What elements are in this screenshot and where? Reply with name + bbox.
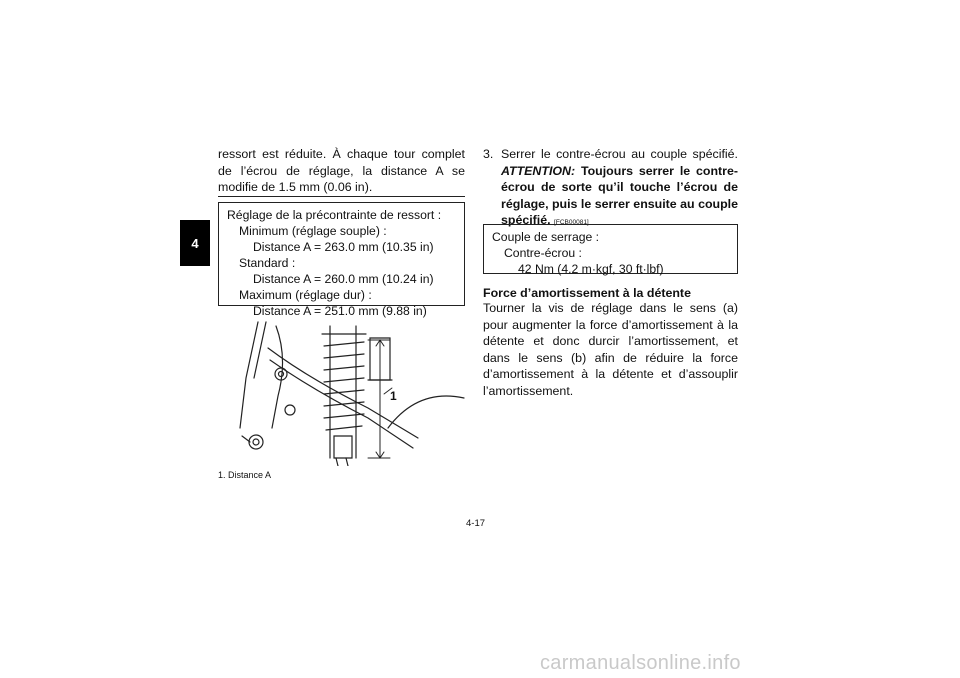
watermark: carmanualsonline.info [540,652,741,674]
spec-max-label: Maximum (réglage dur) : [239,288,372,302]
spec-max-value: Distance A = 251.0 mm (9.88 in) [253,304,427,318]
step-number: 3. [483,147,494,161]
attention-label: ATTENTION: [501,163,576,178]
torque-title: Couple de serrage : [492,230,600,244]
step-3 [483,146,738,232]
spec-min-value: Distance A = 263.0 mm (10.35 in) [253,240,434,254]
section-title: Force d’amortissement à la détente [483,286,691,300]
spec-min-label: Minimum (réglage souple) : [239,224,387,238]
chapter-tab: 4 [180,220,210,266]
step-text: Serrer le contre-écrou au couple spécifié. [501,147,738,161]
divider-line [218,196,465,197]
figure-callout-1: 1 [390,389,397,403]
torque-item: Contre-écrou : [504,246,582,260]
reference-code: [FCB00081] [554,219,589,226]
torque-spec-box [483,224,738,274]
spec-std-label: Standard : [239,256,296,270]
figure-caption: 1. Distance A [218,470,272,480]
shock-absorber-illustration [218,318,465,466]
spring-preload-spec-box [218,202,465,318]
section-paragraph: Tourner la vis de réglage dans le sens (a) pour augmenter la force d’amortissement à la détente et donc durcir l’amortissement, et dans le sens (b) afin de réduire la force d’amortissement à la détente et d’assouplir l’amortissement. [483,301,738,398]
attention-text: Toujours serrer le contre-écrou de sorte qu’il touche l’écrou de réglage, puis le serrer ensuite au couple spécifié. [501,163,738,227]
intro-paragraph: ressort est réduite. À chaque tour complet de l’écrou de réglage, la distance A se modifie de 1.5 mm (0.06 in). [218,147,465,194]
torque-value: 42 Nm (4.2 m·kgf, 30 ft·lbf) [518,262,664,276]
spec-std-value: Distance A = 260.0 mm (10.24 in) [253,272,434,286]
spec-title: Réglage de la précontrainte de ressort : [227,208,442,222]
page-number: 4-17 [466,518,486,529]
